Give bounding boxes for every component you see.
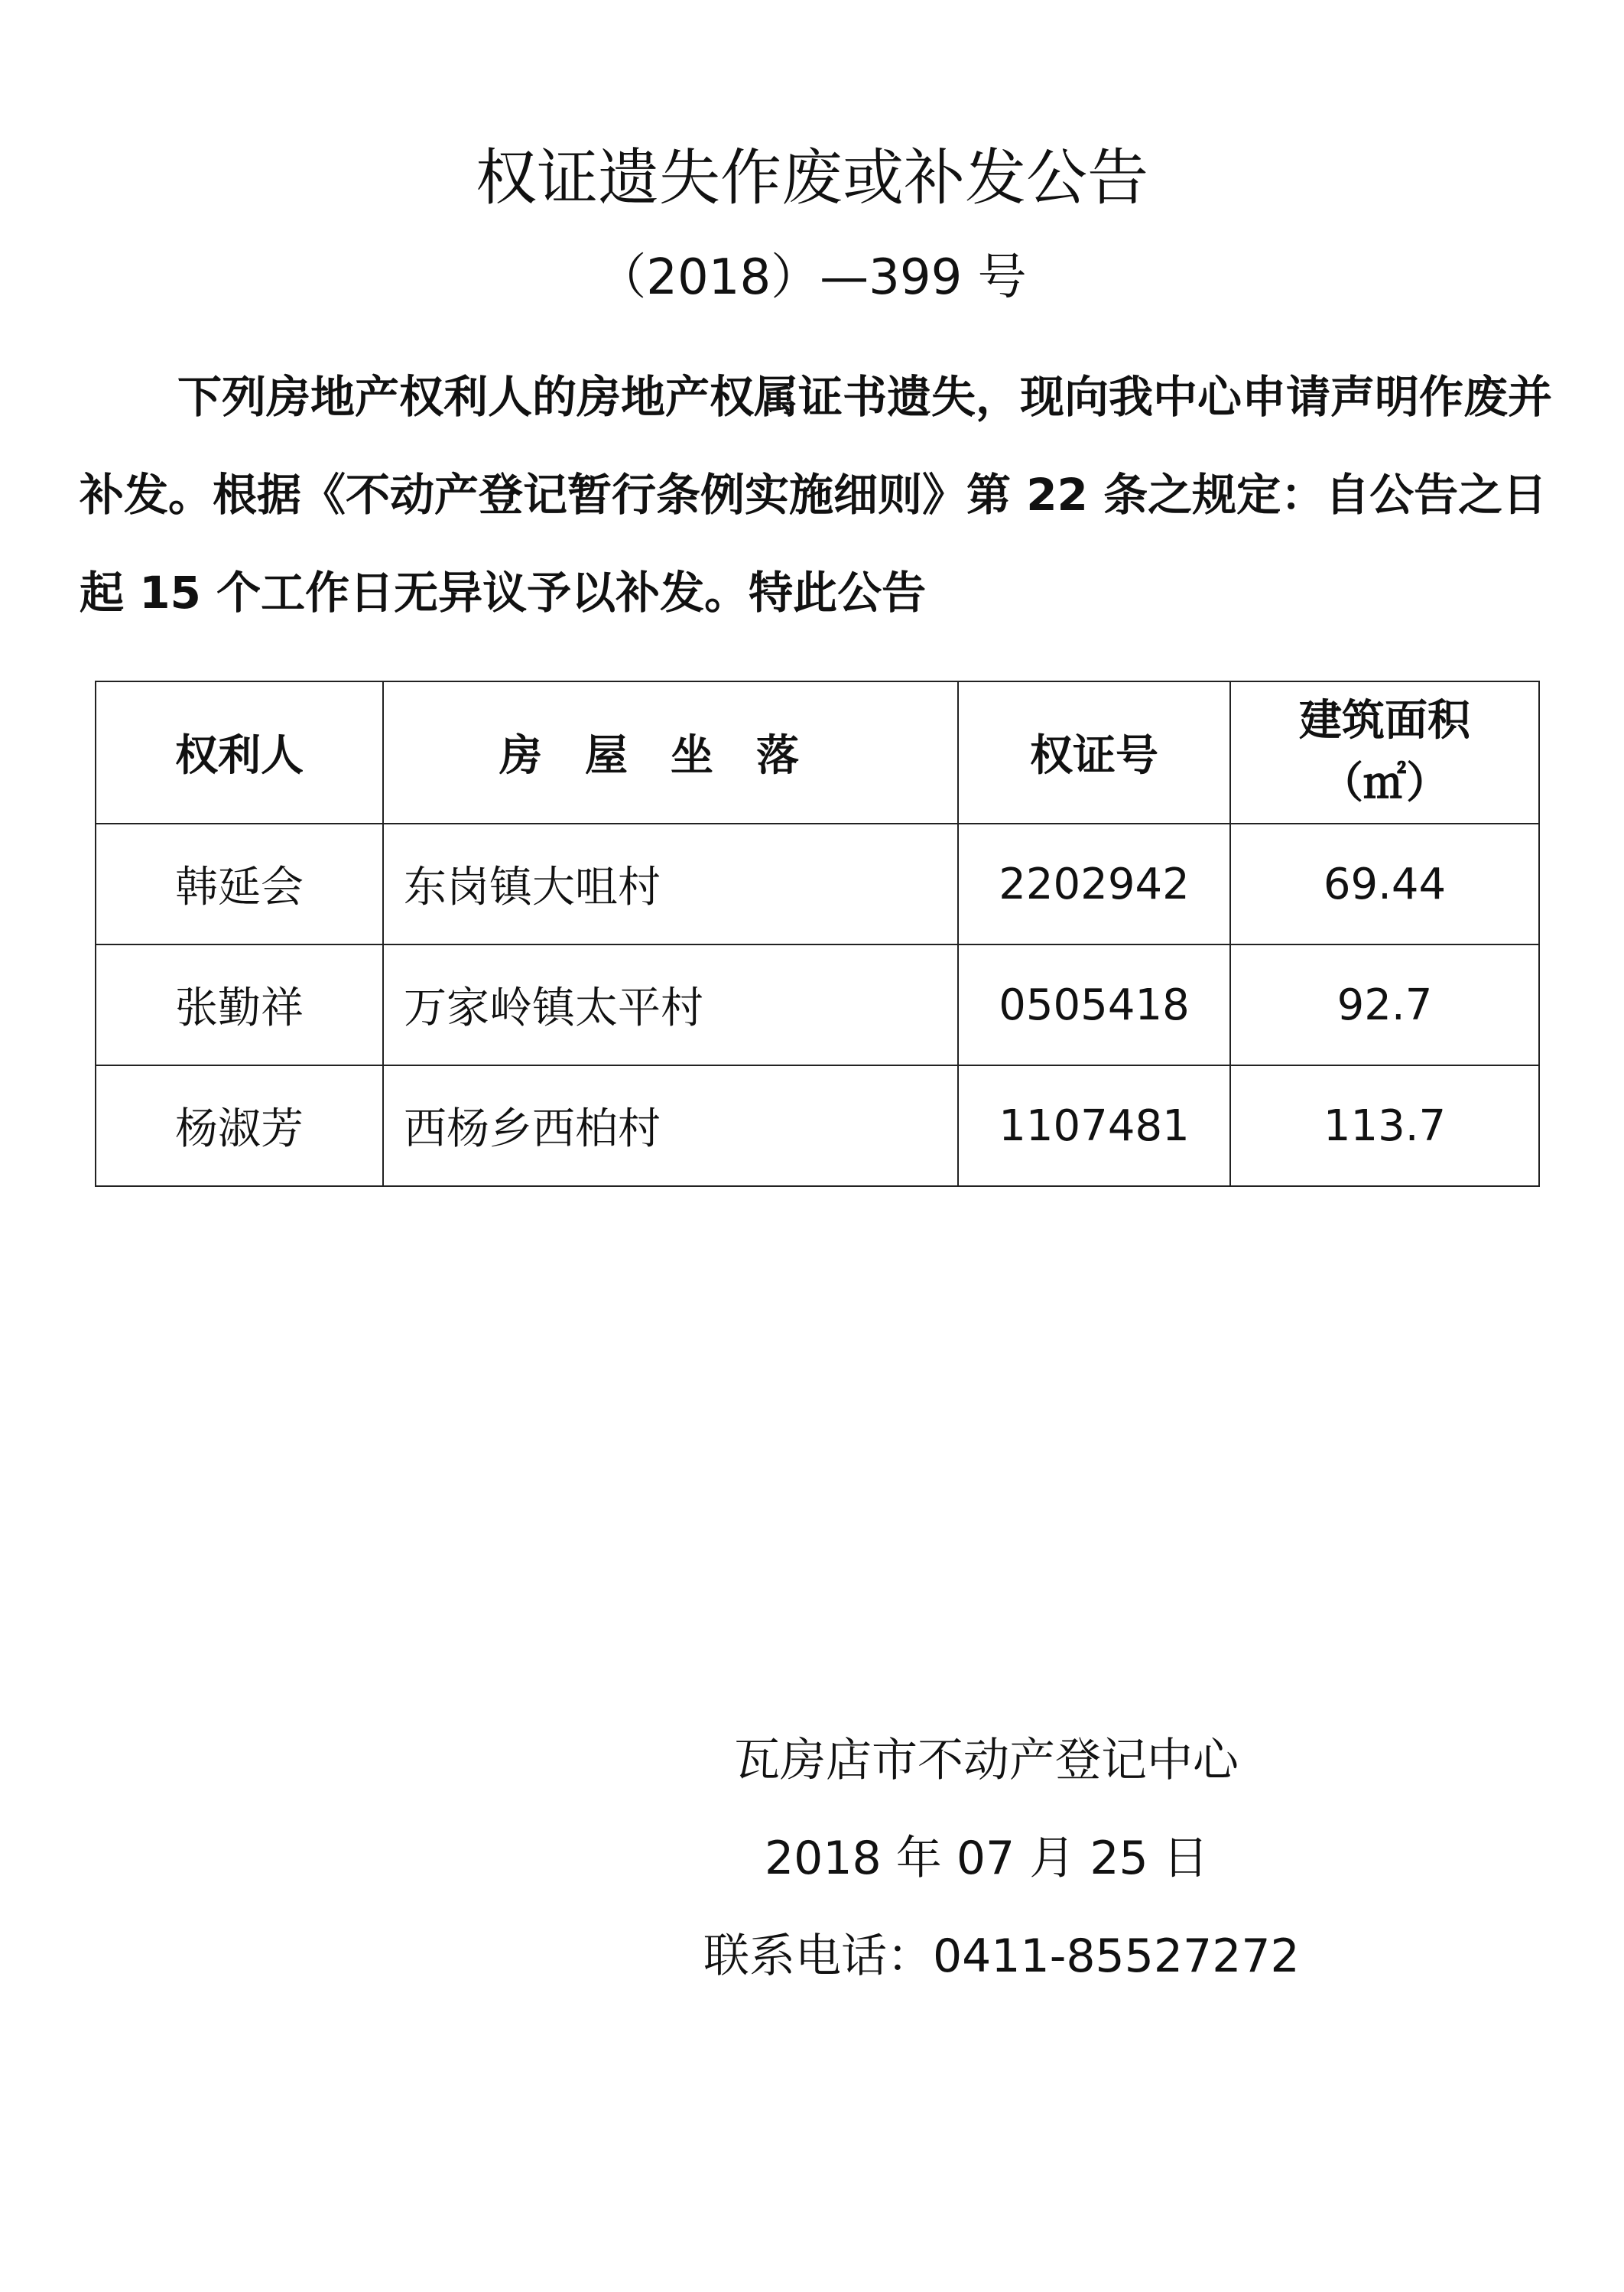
cell-location: 万家岭镇太平村 [383, 944, 958, 1065]
header-holder: 权利人 [96, 681, 383, 824]
cell-area: 69.44 [1230, 824, 1539, 944]
header-area-unit: （㎡） [1320, 759, 1449, 808]
table-row [96, 1065, 1539, 1186]
cell-location: 东岗镇大咀村 [383, 824, 958, 944]
cell-cert-no: 1107481 [958, 1065, 1230, 1186]
cell-cert-no: 2202942 [958, 824, 1230, 944]
notice-title: 权证遗失作废或补发公告 [476, 142, 1148, 213]
cell-holder: 杨淑芳 [96, 1065, 383, 1186]
cell-location: 西杨乡西柏村 [383, 1065, 958, 1186]
cell-cert-no: 0505418 [958, 944, 1230, 1065]
cell-area: 113.7 [1230, 1065, 1539, 1186]
cell-area: 92.7 [1230, 944, 1539, 1065]
notice-number: （2018）—399 号 [597, 249, 1027, 306]
cell-holder: 张勤祥 [96, 944, 383, 1065]
lost-certificates-table [95, 681, 1540, 1187]
notice-body: 下列房地产权利人的房地产权属证书遗失，现向我中心申请声明作废并补发。根据《不动产登记暂行条例实施细则》第 22 条之规定：自公告之日起 15 个工作日无异议予以补发。特此公告 [80, 371, 1553, 619]
issuer-name: 瓦房店市不动产登记中心 [734, 1734, 1239, 1787]
table-header-row [96, 681, 1539, 824]
header-area-label: 建筑面积 [1299, 696, 1470, 746]
cell-holder: 韩延会 [96, 824, 383, 944]
table-row [96, 824, 1539, 944]
header-location: 房屋坐落 [383, 681, 958, 824]
header-cert-no: 权证号 [958, 681, 1230, 824]
contact-phone: 联系电话：0411-85527272 [703, 1930, 1300, 1983]
header-area [1230, 681, 1539, 824]
table-row [96, 944, 1539, 1065]
issue-date: 2018 年 07 月 25 日 [765, 1832, 1209, 1885]
